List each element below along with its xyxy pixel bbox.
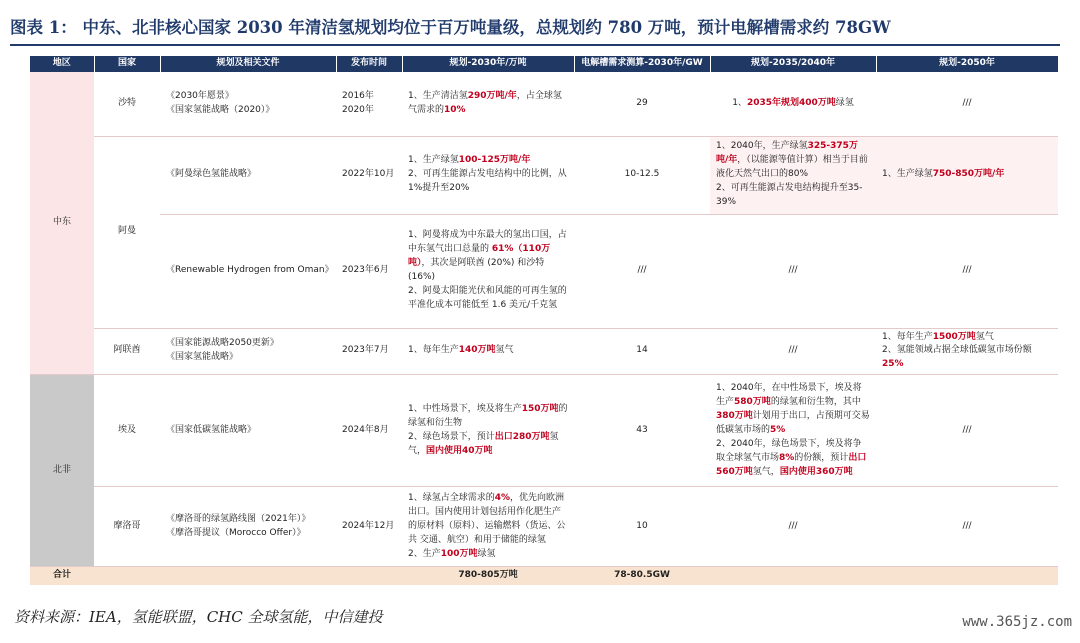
header-documents: 规划及相关文件 — [160, 56, 336, 72]
docs-egypt: 《国家低碳氢能战略》 — [160, 375, 336, 487]
plan2030-egypt: 1、中性场景下，埃及将生产150万吨的绿氢和衍生物 2、绿色场景下，预计出口280万吨氢气，国内使用40万吨 — [402, 375, 574, 487]
gw-oman-1: 10-12.5 — [574, 136, 710, 214]
total-label: 合计 — [30, 567, 94, 585]
source-note: 资料来源：IEA，氢能联盟，CHC 全球氢能，中信建投 — [14, 608, 383, 626]
plan2030-oman-1: 1、生产绿氢100-125万吨/年 2、可再生能源占发电结构中的比例，从 1%提升至20% — [402, 136, 574, 214]
header-plan-2030: 规划-2030年/万吨 — [402, 56, 574, 72]
header-date: 发布时间 — [336, 56, 402, 72]
gw-morocco: 10 — [574, 487, 710, 567]
gw-uae: 14 — [574, 328, 710, 375]
docs-oman-2: 《Renewable Hydrogen from Oman》 — [160, 214, 336, 328]
total-empty-cell — [94, 567, 160, 585]
plan2050-morocco: /// — [876, 487, 1058, 567]
header-electrolyzer-2030: 电解槽需求测算-2030年/GW — [574, 56, 710, 72]
gw-egypt: 43 — [574, 375, 710, 487]
plan2030-saudi: 1、生产清洁氢290万吨/年，占全球氢气需求的10% — [402, 72, 574, 136]
country-morocco: 摩洛哥 — [94, 487, 160, 567]
plan2040-oman-1: 1、2040年，生产绿氢325-375万吨/年，（以能源等值计算）相当于目前液化天然气出口的80% 2、可再生能源占发电结构提升至35-39% — [710, 136, 876, 214]
watermark: www.365jz.com — [962, 614, 1072, 630]
plan2030-morocco: 1、绿氢占全球需求的4%，优先向欧洲出口。国内使用计划包括用作化肥生产的原材料（原料）、运输燃料（货运、公共 交通、航空）和用于储能的绿氢 2、生产100万吨绿氢 — [402, 487, 574, 567]
plan2050-oman-1: 1、生产绿氢750-850万吨/年 — [876, 136, 1058, 214]
gw-saudi: 29 — [574, 72, 710, 136]
table-header-row — [30, 56, 1058, 72]
docs-uae: 《国家能源战略2050更新》 《国家氢能战略》 — [160, 328, 336, 375]
country-egypt: 埃及 — [94, 375, 160, 487]
figure-title: 图表 1： 中东、北非核心国家 2030 年清洁氢规划均位于百万吨量级，总规划约 780 万吨，预计电解槽需求约 78GW — [10, 18, 891, 37]
date-oman-2: 2023年6月 — [336, 214, 402, 328]
total-2030: 780-805万吨 — [402, 567, 574, 585]
table-row — [30, 375, 1058, 487]
table-row — [30, 328, 1058, 375]
header-plan-2035-2040: 规划-2035/2040年 — [710, 56, 876, 72]
plan2040-morocco: /// — [710, 487, 876, 567]
total-row — [30, 567, 1058, 585]
plan2050-saudi: /// — [876, 72, 1058, 136]
figure-title-bar — [10, 8, 1060, 46]
date-morocco: 2024年12月 — [336, 487, 402, 567]
country-saudi: 沙特 — [94, 72, 160, 136]
docs-saudi — [160, 72, 336, 136]
plan2040-egypt: 1、2040年，在中性场景下，埃及将生产580万吨的绿氢和衍生物，其中380万吨计划用于出口，占预期可交易低碳氢市场的5% 2、2040年，绿色场景下，埃及将争取全球氢气市场8%的份额，预计出口560万吨氢气，国内使用360万吨 — [710, 375, 876, 487]
plan2040-oman-2: /// — [710, 214, 876, 328]
table-row — [30, 214, 1058, 328]
country-uae: 阿联酋 — [94, 328, 160, 375]
plan2030-oman-2: 1、阿曼将成为中东最大的氢出口国，占中东氢气出口总量的 61%（110万吨），其次是阿联酋 (20%) 和沙特 (16%) 2、阿曼太阳能光伏和风能的可再生氢的平准化成本可能低至 1.6 美元/千克氢 — [402, 214, 574, 328]
total-empty-cell — [876, 567, 1058, 585]
docs-oman-1: 《阿曼绿色氢能战略》 — [160, 136, 336, 214]
date-saudi — [336, 72, 402, 136]
docs-morocco: 《摩洛哥的绿氢路线图（2021年）》 《摩洛哥提议（Morocco Offer）》 — [160, 487, 336, 567]
region-middle-east: 中东 — [30, 72, 94, 375]
doc-line: 《国家氢能战略（2020）》 — [166, 104, 275, 115]
header-country: 国家 — [94, 56, 160, 72]
total-empty-cell — [710, 567, 876, 585]
region-north-africa: 北非 — [30, 375, 94, 567]
header-plan-2050: 规划-2050年 — [876, 56, 1058, 72]
header-region: 地区 — [30, 56, 94, 72]
country-oman: 阿曼 — [94, 136, 160, 328]
table-row — [30, 487, 1058, 567]
date-oman-1: 2022年10月 — [336, 136, 402, 214]
date-uae: 2023年7月 — [336, 328, 402, 375]
plan2050-uae: 1、每年生产1500万吨氢气 2、氢能领域占据全球低碳氢市场份额 25% — [876, 328, 1058, 375]
table-row — [30, 72, 1058, 136]
date-line: 2016年 — [342, 90, 374, 101]
plan2030-uae: 1、每年生产140万吨氢气 — [402, 328, 574, 375]
plan2040-saudi: 1、2035年规划400万吨绿氢 — [710, 72, 876, 136]
total-gw: 78-80.5GW — [574, 567, 710, 585]
date-line: 2020年 — [342, 104, 374, 115]
plan2050-egypt: /// — [876, 375, 1058, 487]
table-row — [30, 136, 1058, 214]
gw-oman-2: /// — [574, 214, 710, 328]
hydrogen-plan-table — [30, 56, 1059, 585]
plan2040-uae: /// — [710, 328, 876, 375]
total-empty-cell — [160, 567, 336, 585]
doc-line: 《2030年愿景》 — [166, 90, 234, 101]
date-egypt: 2024年8月 — [336, 375, 402, 487]
plan2050-oman-2: /// — [876, 214, 1058, 328]
total-empty-cell — [336, 567, 402, 585]
